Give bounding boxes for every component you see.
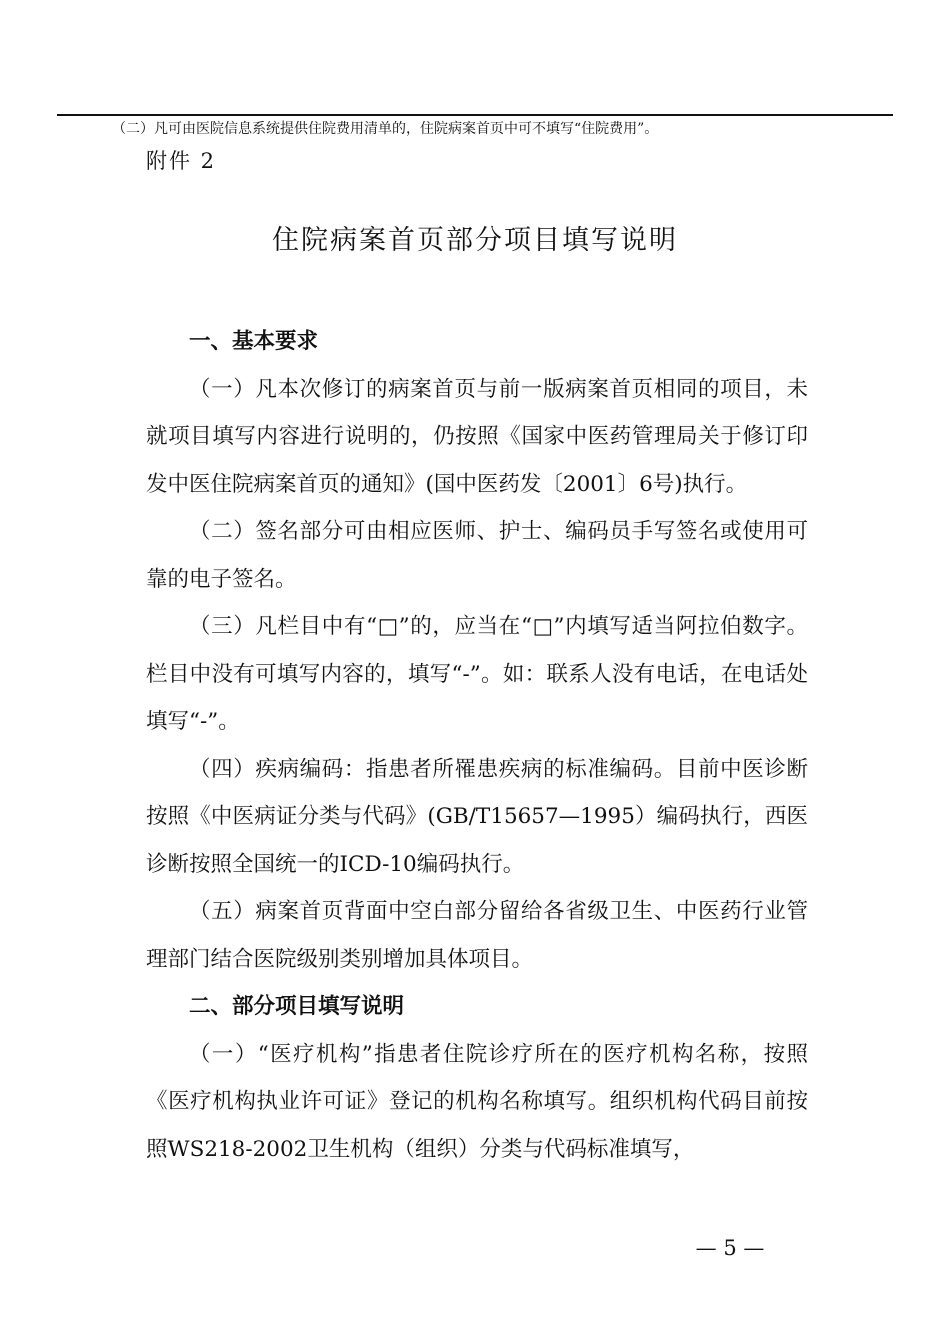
paragraph-basic-5: （五）病案首页背面中空白部分留给各省级卫生、中医药行业管理部门结合医院级别类别增加具体项目。 (146, 899, 808, 972)
attachment-label: 附件 2 (146, 149, 217, 173)
footnote: （二）凡可由医院信息系统提供住院费用清单的，住院病案首页中可不填写“住院费用”。 (112, 121, 659, 137)
document-title: 住院病案首页部分项目填写说明 (272, 225, 678, 256)
section-heading-basic-requirements: 一、基本要求 (189, 329, 319, 354)
page-number: — 5 — (695, 1236, 765, 1260)
paragraph-basic-3: （三）凡栏目中有“□”的，应当在“□”内填写适当阿拉伯数字。栏目中没有可填写内容的，填写“-”。如：联系人没有电话，在电话处填写“-”。 (146, 614, 808, 734)
document-body (146, 318, 808, 1173)
paragraph-basic-2: （二）签名部分可由相应医师、护士、编码员手写签名或使用可靠的电子签名。 (146, 519, 808, 592)
paragraph-items-1: （一）“医疗机构”指患者住院诊疗所在的医疗机构名称，按照《医疗机构执业许可证》登记的机构名称填写。组织机构代码目前按照WS218-2002卫生机构（组织）分类与代码标准填写， (146, 1041, 808, 1162)
header-rule (57, 114, 893, 116)
paragraph-basic-4: （四）疾病编码：指患者所罹患疾病的标准编码。目前中医诊断按照《中医病证分类与代码》(GB/T15657—1995）编码执行，西医诊断按照全国统一的ICD-10编码执行。 (146, 756, 808, 877)
paragraph-basic-1: （一）凡本次修订的病案首页与前一版病案首页相同的项目，未就项目填写内容进行说明的，仍按照《国家中医药管理局关于修订印发中医住院病案首页的通知》(国中医药发〔2001〕6号)执行。 (146, 376, 808, 497)
section-heading-item-instructions: 二、部分项目填写说明 (189, 994, 405, 1019)
